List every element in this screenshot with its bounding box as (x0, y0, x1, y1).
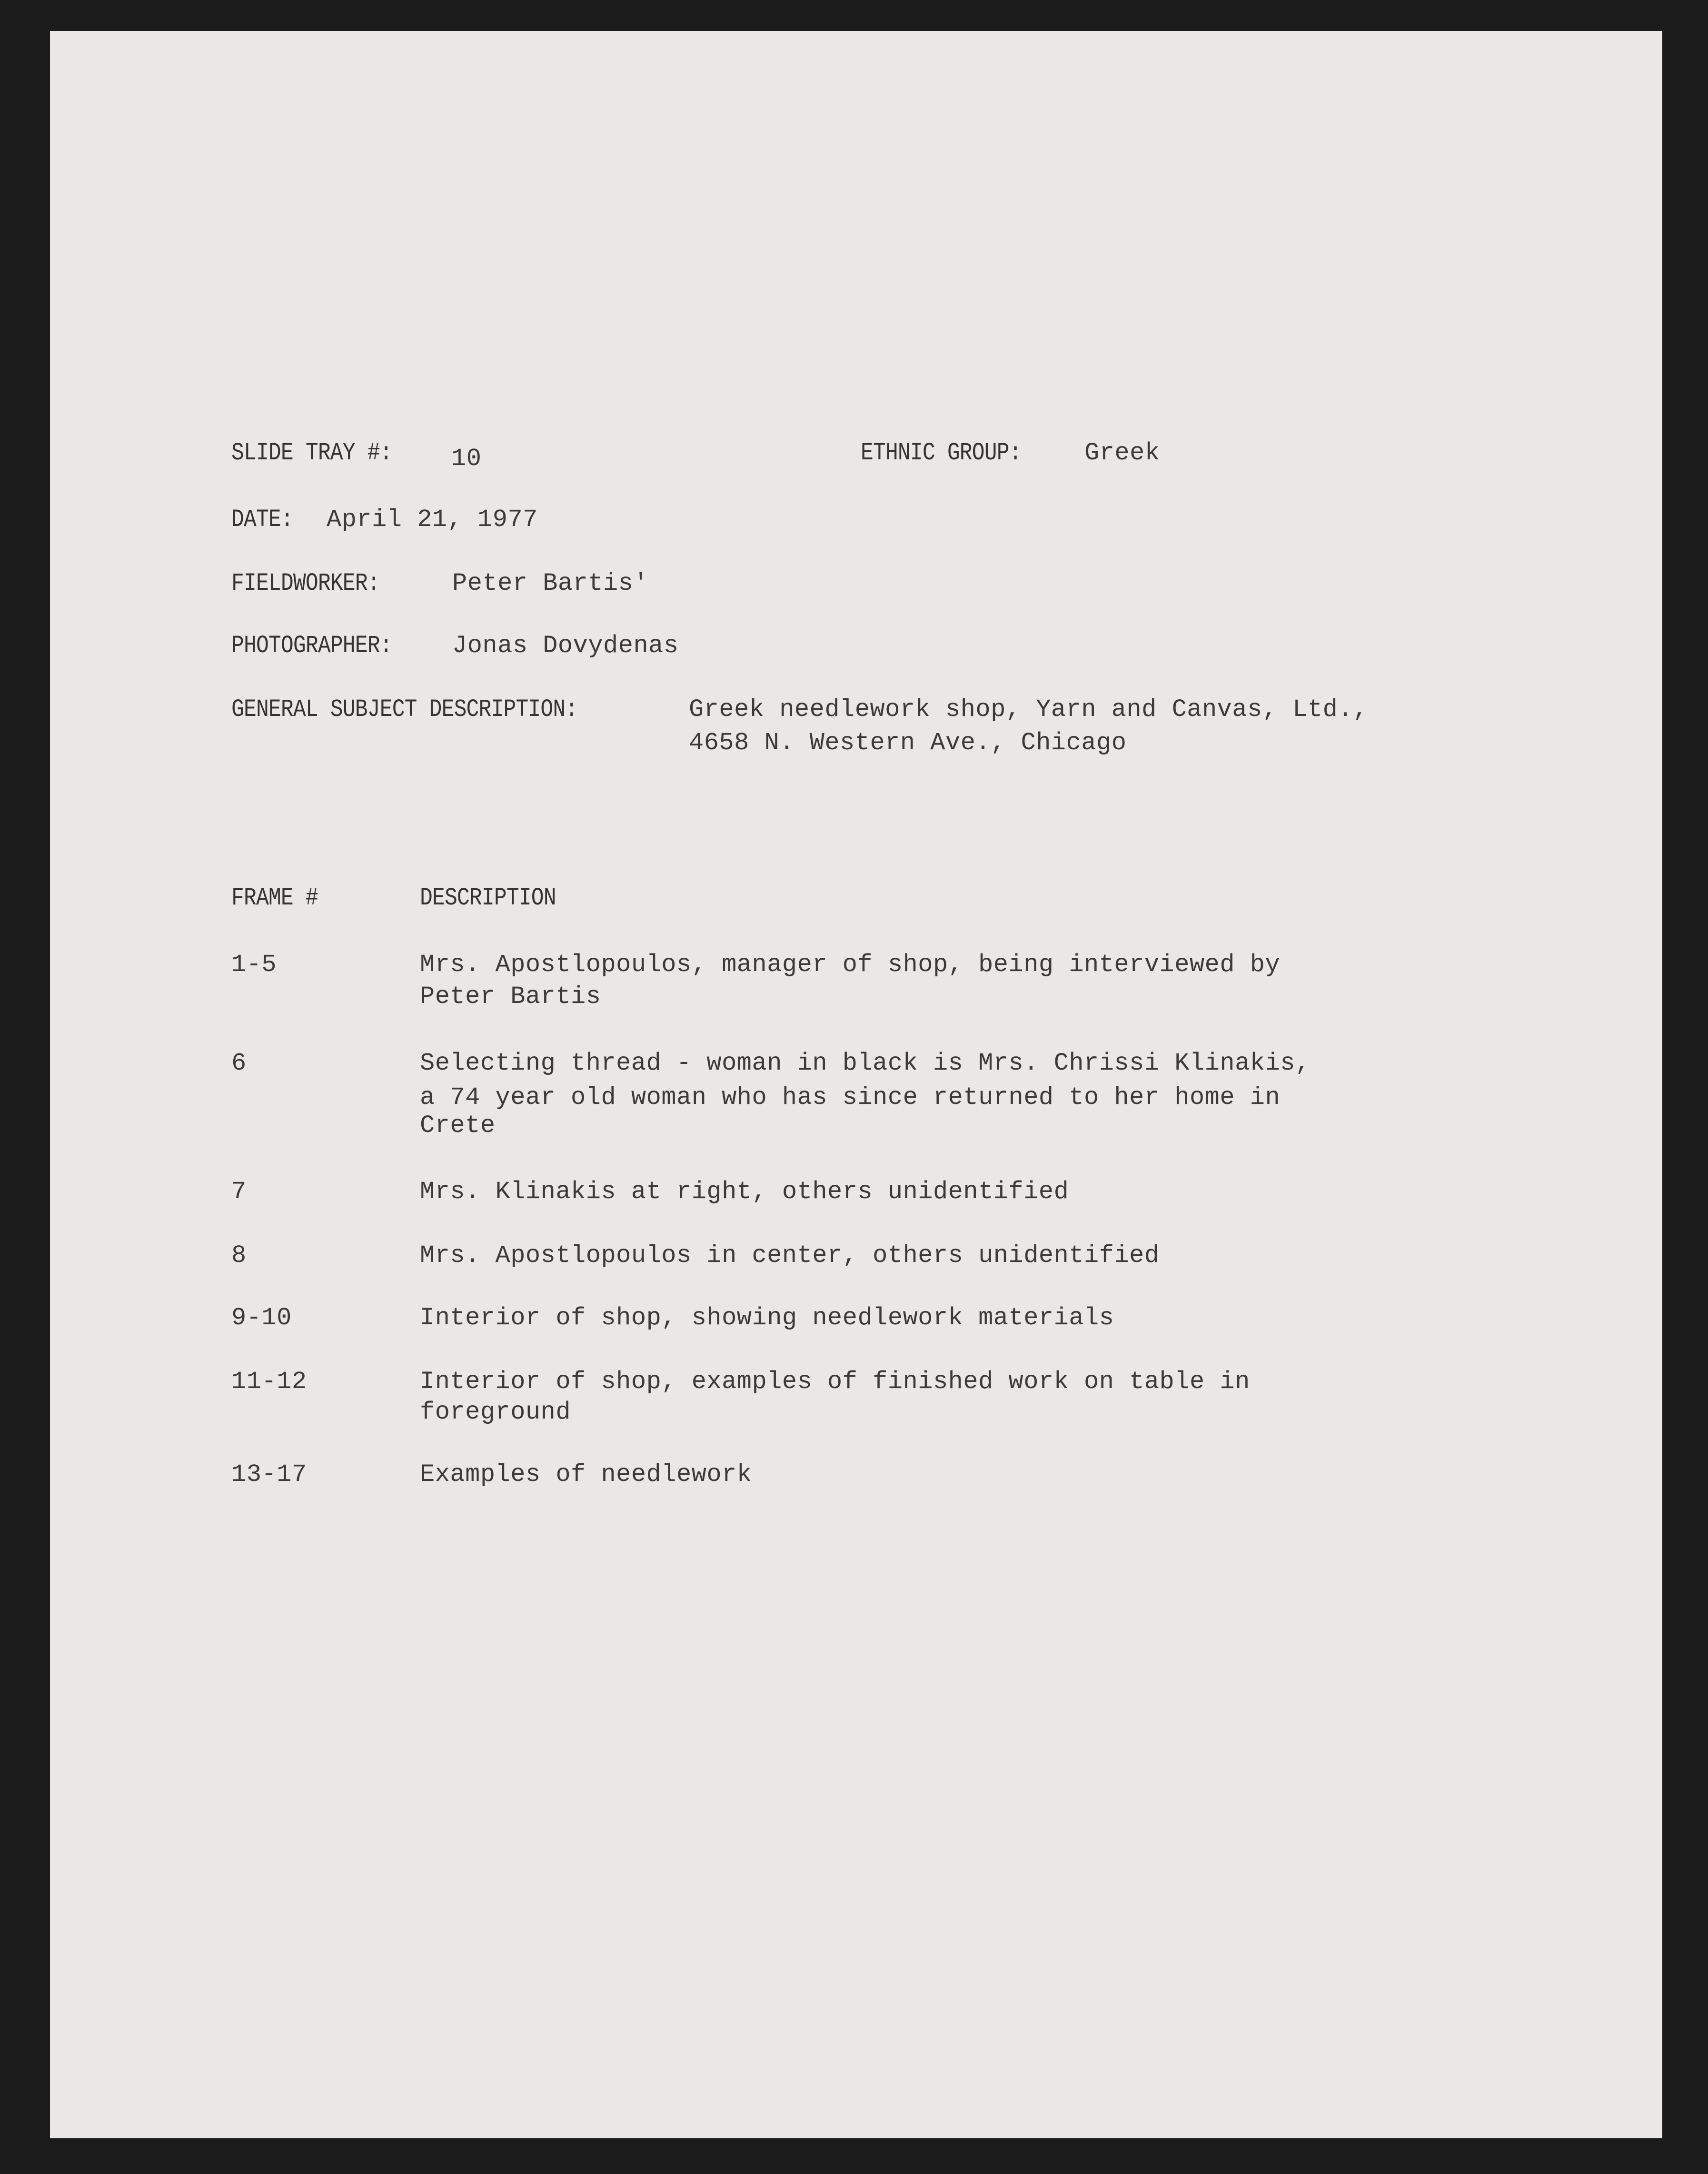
photographer-label: PHOTOGRAPHER: (231, 632, 392, 660)
photographer-value: Jonas Dovydenas (452, 632, 679, 660)
frame-description-line: Mrs. Apostlopoulos in center, others unidentified (420, 1241, 1160, 1270)
frame-description-line: Mrs. Klinakis at right, others unidentified (420, 1178, 1069, 1206)
description-column-header: DESCRIPTION (420, 884, 556, 912)
frame-description-line: Interior of shop, showing needlework materials (420, 1304, 1114, 1332)
frame-description-line: Interior of shop, examples of finished work on table in (420, 1368, 1250, 1396)
frame-description-line: a 74 year old woman who has since returned to her home in (420, 1083, 1281, 1112)
slide-tray-label: SLIDE TRAY #: (231, 439, 392, 467)
general-subject-label: GENERAL SUBJECT DESCRIPTION: (231, 695, 578, 724)
date-label: DATE: (231, 506, 293, 534)
date-value: April 21, 1977 (327, 506, 538, 534)
frame-number: 6 (231, 1049, 247, 1077)
slide-tray-value: 10 (451, 445, 482, 473)
frame-description-line: Peter Bartis (420, 983, 601, 1011)
ethnic-group-value: Greek (1084, 439, 1160, 467)
frame-number: 8 (231, 1241, 247, 1270)
frame-number: 13-17 (231, 1460, 307, 1489)
frame-description-line: Crete (420, 1112, 496, 1140)
frame-description-line: Mrs. Apostlopoulos, manager of shop, being interviewed by (420, 951, 1281, 979)
ethnic-group-label: ETHNIC GROUP: (861, 439, 1022, 467)
frame-column-header: FRAME # (231, 884, 318, 912)
general-subject-line-2: 4658 N. Western Ave., Chicago (689, 729, 1127, 757)
frame-number: 9-10 (231, 1304, 292, 1332)
frame-number: 7 (231, 1178, 247, 1206)
frame-description-line: Selecting thread - woman in black is Mrs. Chrissi Klinakis, (420, 1049, 1311, 1077)
frame-description-line: Examples of needlework (420, 1460, 752, 1489)
general-subject-line-1: Greek needlework shop, Yarn and Canvas, Ltd., (689, 695, 1368, 724)
frame-number: 11-12 (231, 1368, 307, 1396)
fieldworker-label: FIELDWORKER: (231, 569, 380, 597)
frame-description-line: foreground (420, 1398, 571, 1426)
frame-number: 1-5 (231, 951, 277, 979)
fieldworker-value: Peter Bartis' (452, 569, 649, 597)
